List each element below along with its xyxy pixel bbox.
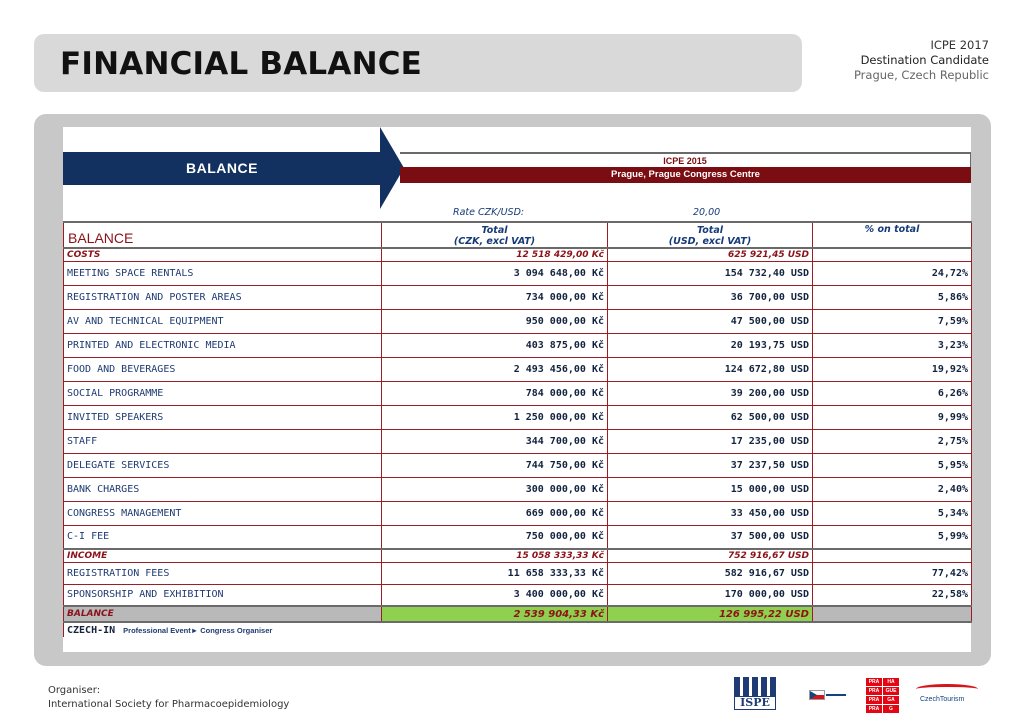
cost-row-pct: 24,72% bbox=[813, 261, 972, 285]
income-section-row bbox=[64, 549, 972, 562]
event-header bbox=[400, 152, 971, 184]
czechtourism-logo bbox=[916, 684, 978, 708]
cost-row-pct: 9,99% bbox=[813, 405, 972, 429]
income-row-label: REGISTRATION FEES bbox=[64, 562, 382, 584]
cost-row bbox=[64, 405, 972, 429]
cost-row-label: BANK CHARGES bbox=[64, 477, 382, 501]
cost-row bbox=[64, 309, 972, 333]
cost-row-czk: 744 750,00 Kč bbox=[382, 453, 608, 477]
cost-row-pct: 6,26% bbox=[813, 381, 972, 405]
cost-row-label: INVITED SPEAKERS bbox=[64, 405, 382, 429]
balance-total-row-label: BALANCE bbox=[64, 606, 382, 622]
cost-row-pct: 5,34% bbox=[813, 501, 972, 525]
cost-row-usd: 36 700,00 USD bbox=[608, 285, 813, 309]
cost-row-usd: 154 732,40 USD bbox=[608, 261, 813, 285]
event-location: Prague, Prague Congress Centre bbox=[400, 167, 971, 183]
cost-row-usd: 20 193,75 USD bbox=[608, 333, 813, 357]
cost-row bbox=[64, 429, 972, 453]
costs-czk: 12 518 429,00 Kč bbox=[382, 248, 608, 261]
cost-row-label: FOOD AND BEVERAGES bbox=[64, 357, 382, 381]
brand-block bbox=[854, 38, 989, 83]
organiser-name: International Society for Pharmacoepidemiology bbox=[48, 699, 290, 710]
praha-logo-cell: GUE bbox=[883, 687, 899, 695]
cost-row-usd: 39 200,00 USD bbox=[608, 381, 813, 405]
cost-row-czk: 1 250 000,00 Kč bbox=[382, 405, 608, 429]
header-label: BALANCE bbox=[64, 222, 382, 248]
footer-cell bbox=[64, 622, 972, 637]
income-row-usd: 170 000,00 USD bbox=[608, 584, 813, 606]
brand-line-1: ICPE 2017 bbox=[930, 38, 989, 52]
cost-row bbox=[64, 453, 972, 477]
cost-row-usd: 37 500,00 USD bbox=[608, 525, 813, 549]
cost-row-czk: 950 000,00 Kč bbox=[382, 309, 608, 333]
organiser-block bbox=[48, 684, 289, 712]
costs-usd: 625 921,45 USD bbox=[608, 248, 813, 261]
event-name: ICPE 2015 bbox=[400, 152, 971, 167]
brand-line-2: Destination Candidate bbox=[860, 53, 989, 67]
cost-row-pct: 2,40% bbox=[813, 477, 972, 501]
cost-row-label: REGISTRATION AND POSTER AREAS bbox=[64, 285, 382, 309]
organiser-label: Organiser: bbox=[48, 685, 101, 696]
income-row-pct: 77,42% bbox=[813, 562, 972, 584]
cost-row-czk: 734 000,00 Kč bbox=[382, 285, 608, 309]
cost-row-pct: 5,95% bbox=[813, 453, 972, 477]
table-header-row bbox=[64, 222, 972, 248]
cost-row-label: STAFF bbox=[64, 429, 382, 453]
header-czk bbox=[382, 222, 608, 248]
header-usd-line2: (USD, excl VAT) bbox=[668, 236, 752, 247]
swoosh-icon bbox=[916, 684, 978, 694]
cost-row-pct: 2,75% bbox=[813, 429, 972, 453]
balance-banner bbox=[63, 152, 381, 185]
cost-row-label: MEETING SPACE RENTALS bbox=[64, 261, 382, 285]
costs-section-row bbox=[64, 248, 972, 261]
cost-row-label: DELEGATE SERVICES bbox=[64, 453, 382, 477]
income-row-usd: 582 916,67 USD bbox=[608, 562, 813, 584]
praha-logo-cell: G bbox=[883, 705, 899, 713]
praha-logo-cell: PRA bbox=[866, 687, 882, 695]
praha-logo-cell: PRA bbox=[866, 705, 882, 713]
income-row bbox=[64, 584, 972, 606]
cost-row bbox=[64, 357, 972, 381]
footer-company: CZECH-IN bbox=[67, 624, 116, 636]
czechtourism-text: CzechTourism bbox=[920, 696, 965, 703]
cost-row-usd: 37 237,50 USD bbox=[608, 453, 813, 477]
cost-row-czk: 784 000,00 Kč bbox=[382, 381, 608, 405]
brand-line-3: Prague, Czech Republic bbox=[853, 68, 989, 82]
footer-tagline: Professional Event► Congress Organiser bbox=[123, 625, 273, 635]
cost-row-usd: 47 500,00 USD bbox=[608, 309, 813, 333]
cost-row-czk: 2 493 456,00 Kč bbox=[382, 357, 608, 381]
czech-flag-icon bbox=[809, 690, 825, 700]
cost-row-pct: 5,99% bbox=[813, 525, 972, 549]
income-row-czk: 11 658 333,33 Kč bbox=[382, 562, 608, 584]
cost-row bbox=[64, 477, 972, 501]
cost-row-pct: 3,23% bbox=[813, 333, 972, 357]
header-czk-line2: (CZK, excl VAT) bbox=[453, 236, 536, 247]
cost-row bbox=[64, 525, 972, 549]
income-row-pct: 22,58% bbox=[813, 584, 972, 606]
cost-row bbox=[64, 261, 972, 285]
cost-row-usd: 62 500,00 USD bbox=[608, 405, 813, 429]
cost-row-usd: 33 450,00 USD bbox=[608, 501, 813, 525]
header-pct: % on total bbox=[813, 222, 972, 248]
cost-row bbox=[64, 333, 972, 357]
ispe-logo-text: ISPE bbox=[734, 696, 776, 710]
cost-row bbox=[64, 381, 972, 405]
cost-row-pct: 19,92% bbox=[813, 357, 972, 381]
header-czk-line1: Total bbox=[481, 225, 508, 236]
income-section-row-pct bbox=[813, 549, 972, 562]
cost-row-label: PRINTED AND ELECTRONIC MEDIA bbox=[64, 333, 382, 357]
ispe-logo bbox=[734, 677, 776, 710]
cost-row-czk: 3 094 648,00 Kč bbox=[382, 261, 608, 285]
footer-row bbox=[64, 622, 972, 637]
title-bar bbox=[34, 34, 802, 92]
praha-logo-cell: PRA bbox=[866, 696, 882, 704]
costs-label: COSTS bbox=[64, 248, 382, 261]
income-row-czk: 3 400 000,00 Kč bbox=[382, 584, 608, 606]
cost-row-usd: 124 672,80 USD bbox=[608, 357, 813, 381]
balance-banner-label: BALANCE bbox=[186, 160, 258, 176]
income-section-row-czk: 15 058 333,33 Kč bbox=[382, 549, 608, 562]
cost-row-label: C-I FEE bbox=[64, 525, 382, 549]
balance-table bbox=[63, 221, 972, 637]
costs-pct bbox=[813, 248, 972, 261]
cost-row-czk: 300 000,00 Kč bbox=[382, 477, 608, 501]
balance-total-row-pct bbox=[813, 606, 972, 622]
cost-row-usd: 17 235,00 USD bbox=[608, 429, 813, 453]
rate-label: Rate CZK/USD: bbox=[453, 207, 525, 218]
cost-row-czk: 403 875,00 Kč bbox=[382, 333, 608, 357]
cost-row-czk: 750 000,00 Kč bbox=[382, 525, 608, 549]
cost-row-usd: 15 000,00 USD bbox=[608, 477, 813, 501]
income-section-row-label: INCOME bbox=[64, 549, 382, 562]
praha-logo bbox=[866, 678, 899, 711]
cost-row-czk: 344 700,00 Kč bbox=[382, 429, 608, 453]
rate-value: 20,00 bbox=[693, 207, 721, 218]
cost-row-label: CONGRESS MANAGEMENT bbox=[64, 501, 382, 525]
praha-logo-cell: HA bbox=[883, 678, 899, 686]
page-title: FINANCIAL BALANCE bbox=[60, 46, 423, 82]
balance-total-row-czk: 2 539 904,33 Kč bbox=[382, 606, 608, 622]
cost-row-label: SOCIAL PROGRAMME bbox=[64, 381, 382, 405]
praha-logo-cell: PRA bbox=[866, 678, 882, 686]
cost-row-pct: 7,59% bbox=[813, 309, 972, 333]
income-row bbox=[64, 562, 972, 584]
praha-logo-cell: GA bbox=[883, 696, 899, 704]
balance-total-row bbox=[64, 606, 972, 622]
balance-total-row-usd: 126 995,22 USD bbox=[608, 606, 813, 622]
arrow-right-icon bbox=[826, 694, 846, 696]
header-usd bbox=[608, 222, 813, 248]
cost-row-czk: 669 000,00 Kč bbox=[382, 501, 608, 525]
income-section-row-usd: 752 916,67 USD bbox=[608, 549, 813, 562]
cost-row bbox=[64, 501, 972, 525]
cost-row-label: AV AND TECHNICAL EQUIPMENT bbox=[64, 309, 382, 333]
income-row-label: SPONSORSHIP AND EXHIBITION bbox=[64, 584, 382, 606]
czech-flag-logo bbox=[809, 688, 847, 702]
cost-row bbox=[64, 285, 972, 309]
balance-sheet bbox=[63, 127, 971, 652]
header-usd-line1: Total bbox=[697, 225, 723, 236]
cost-row-pct: 5,86% bbox=[813, 285, 972, 309]
